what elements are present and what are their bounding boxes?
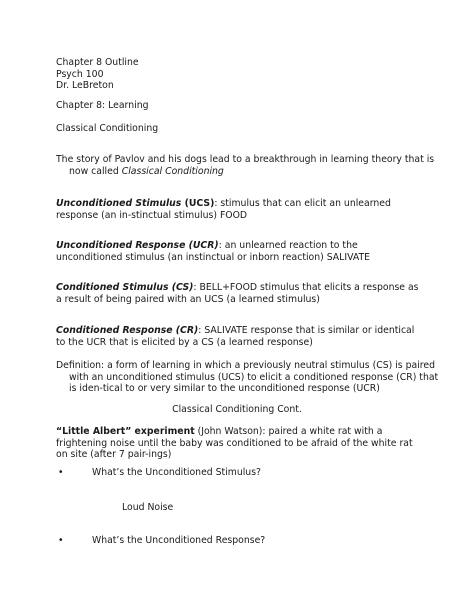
term-ucs-name: Unconditioned Stimulus (56, 198, 182, 209)
question-ucs: What’s the Unconditioned Stimulus? (92, 467, 261, 478)
term-ucs-sep: : (214, 198, 218, 209)
intro-paragraph (56, 154, 439, 177)
instructor-name: Dr. LeBreton (56, 80, 114, 92)
header-block (56, 57, 426, 92)
term-ucr-sep: : (218, 240, 222, 251)
definition-paragraph: Definition: a form of learning in which a previously neutral stimulus (CS) is paired with an unconditioned stimulus (UCS) to elicit a conditioned response (CR) that is iden-tical to or very similar to the unconditioned response (UCR) (56, 360, 439, 395)
outline-title: Chapter 8 Outline (56, 57, 139, 68)
term-cr-sep: : (198, 325, 202, 336)
term-ucs-definition: stimulus that can elicit an unlearned response (an in-stinctual stimulus) FOOD (56, 198, 391, 221)
term-ucr-name: Unconditioned Response (UCR) (56, 240, 219, 251)
term-cr-name: Conditioned Response (CR) (56, 325, 199, 336)
question-ucr: What’s the Unconditioned Response? (92, 535, 266, 546)
bullet-2: • (58, 535, 64, 546)
term-ucr-definition: an unlearned reaction to the unconditioned stimulus (an instinctual or inborn reaction) SALIVATE (56, 240, 371, 263)
term-cr-definition: SALIVATE response that is similar or identical to the UCR that is elicited by a CS (a learned response) (56, 325, 415, 348)
term-ucs (56, 198, 426, 221)
intro-text: The story of Pavlov and his dogs lead to a breakthrough in learning theory that is now called (56, 154, 435, 177)
answer-ucs: Loud Noise (122, 502, 174, 513)
little-albert-paragraph (56, 426, 426, 461)
term-ucr (56, 240, 426, 263)
little-albert-title: “Little Albert” experiment (56, 426, 195, 437)
intro-emphasis: Classical Conditioning (121, 165, 224, 177)
course-name: Psych 100 (56, 68, 104, 80)
term-ucs-abbr: (UCS) (181, 198, 215, 209)
term-cs (56, 282, 426, 305)
term-cs-sep: : (193, 282, 197, 293)
term-cr (56, 325, 426, 348)
bullet-1: • (58, 467, 64, 478)
chapter-title: Chapter 8: Learning (56, 100, 149, 111)
little-albert-text: (John Watson): paired a white rat with a frightening noise until the baby was conditioned to be afraid of the white rat on site (after 7 pair-ings) (56, 426, 413, 461)
continued-title: Classical Conditioning Cont. (172, 404, 302, 415)
term-cs-name: Conditioned Stimulus (CS) (56, 282, 194, 293)
term-cs-definition: BELL+FOOD stimulus that elicits a response as a result of being paired with an UCS (a learned stimulus) (56, 282, 419, 305)
section-title: Classical Conditioning (56, 123, 159, 134)
